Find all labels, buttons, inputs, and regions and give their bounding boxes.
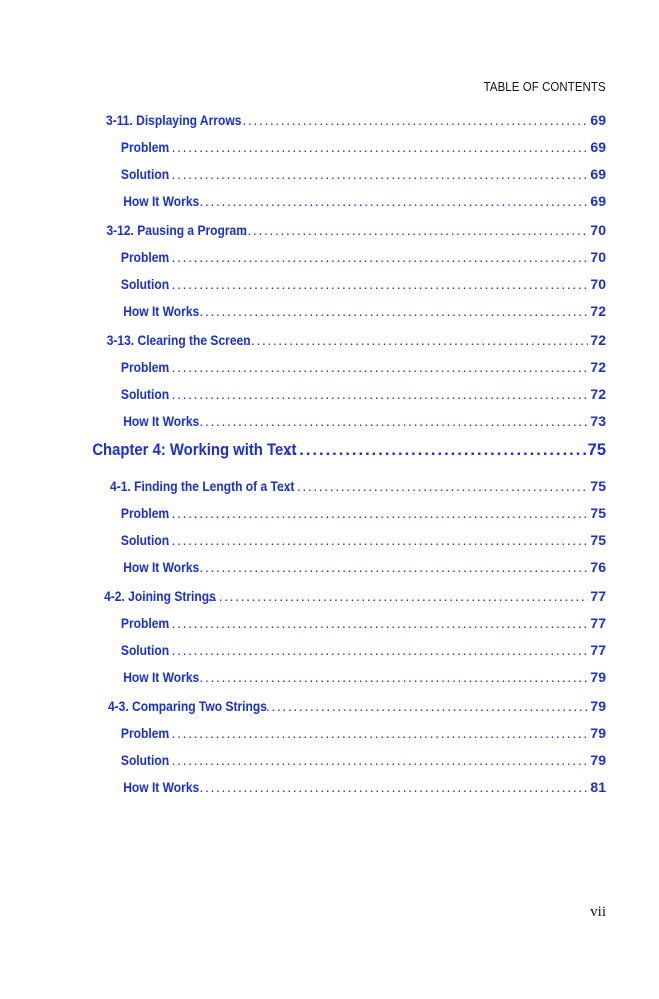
toc-entry-page: 79 bbox=[590, 698, 606, 714]
running-head: TABLE OF CONTENTS bbox=[483, 79, 606, 94]
toc-entry-title: Problem bbox=[120, 359, 170, 375]
toc-leader-dots bbox=[194, 413, 588, 429]
toc-subsection-entry[interactable] bbox=[117, 303, 606, 325]
toc-subsection-entry[interactable] bbox=[117, 139, 606, 161]
toc-leader-dots bbox=[237, 222, 589, 238]
toc-subsection-entry[interactable] bbox=[117, 725, 606, 747]
toc-entry-page: 75 bbox=[590, 505, 606, 521]
toc-entry-title: Solution bbox=[120, 752, 170, 768]
toc-subsection-entry[interactable] bbox=[117, 249, 606, 271]
toc-entry-page: 72 bbox=[590, 386, 606, 402]
toc-entry-title: How It Works bbox=[123, 303, 200, 319]
toc-subsection-entry[interactable] bbox=[117, 779, 606, 801]
toc-entry-title: 3-12. Pausing a Program bbox=[106, 222, 247, 238]
toc-section-entry[interactable] bbox=[95, 222, 606, 244]
toc-entry-page: 77 bbox=[590, 642, 606, 658]
toc-section-entry[interactable] bbox=[95, 698, 606, 720]
page-number: vii bbox=[590, 904, 606, 920]
toc-leader-dots bbox=[194, 779, 588, 795]
toc-entry-page: 79 bbox=[590, 752, 606, 768]
toc-entry-page: 76 bbox=[590, 559, 606, 575]
toc-subsection-entry[interactable] bbox=[117, 559, 606, 581]
toc-leader-dots bbox=[166, 249, 588, 265]
toc-entry-page: 77 bbox=[590, 588, 606, 604]
toc-entry-page: 77 bbox=[590, 615, 606, 631]
toc-chapter-entry[interactable] bbox=[81, 441, 606, 463]
toc-entry-title: How It Works bbox=[123, 413, 200, 429]
toc-entry-page: 75 bbox=[590, 532, 606, 548]
toc-entry-page: 70 bbox=[590, 276, 606, 292]
toc-entry-page: 75 bbox=[590, 478, 606, 494]
toc-leader-dots bbox=[166, 532, 588, 548]
toc-entry-title: Solution bbox=[120, 276, 170, 292]
toc-entry-page: 69 bbox=[590, 166, 606, 182]
toc-entry-page: 75 bbox=[587, 441, 606, 459]
toc-leader-dots bbox=[231, 112, 588, 128]
toc-entry-title: Chapter 4: Working with Text bbox=[92, 441, 297, 459]
toc-entry-title: 4-1. Finding the Length of a Text bbox=[110, 478, 295, 494]
toc-leader-dots bbox=[255, 698, 588, 714]
toc-entry-title: Problem bbox=[120, 505, 170, 521]
toc-entry-title: How It Works bbox=[123, 779, 200, 795]
toc-leader-dots bbox=[166, 642, 588, 658]
toc-leader-dots bbox=[166, 276, 588, 292]
toc-leader-dots bbox=[240, 332, 589, 348]
toc-leader-dots bbox=[166, 359, 588, 375]
toc-subsection-entry[interactable] bbox=[117, 642, 606, 664]
toc-leader-dots bbox=[194, 559, 588, 575]
toc-leader-dots bbox=[208, 588, 589, 604]
toc-entry-page: 70 bbox=[590, 249, 606, 265]
toc-leader-dots bbox=[194, 669, 588, 685]
toc-leader-dots bbox=[194, 303, 588, 319]
toc-leader-dots bbox=[166, 505, 588, 521]
toc-entry-title: 3-13. Clearing the Screen bbox=[106, 332, 251, 348]
toc-subsection-entry[interactable] bbox=[117, 359, 606, 381]
toc-leader-dots bbox=[194, 193, 588, 209]
toc-entry-page: 73 bbox=[590, 413, 606, 429]
toc-leader-dots bbox=[166, 725, 588, 741]
toc-section-entry[interactable] bbox=[95, 478, 606, 500]
toc-entry-page: 79 bbox=[590, 725, 606, 741]
toc-section-entry[interactable] bbox=[95, 588, 606, 610]
toc-entry-page: 81 bbox=[590, 779, 606, 795]
toc-entry-page: 72 bbox=[590, 303, 606, 319]
toc-subsection-entry[interactable] bbox=[117, 532, 606, 554]
toc-entry-title: Solution bbox=[120, 532, 170, 548]
toc-entry-title: Problem bbox=[120, 139, 170, 155]
toc-entry-title: How It Works bbox=[123, 193, 200, 209]
toc-subsection-entry[interactable] bbox=[117, 615, 606, 637]
toc-entry-page: 72 bbox=[590, 359, 606, 375]
toc-subsection-entry[interactable] bbox=[117, 276, 606, 298]
toc-leader-dots bbox=[166, 615, 588, 631]
toc-entry-title: Problem bbox=[120, 725, 170, 741]
toc-entry-title: How It Works bbox=[123, 559, 200, 575]
toc-leader-dots bbox=[166, 386, 588, 402]
toc-leader-dots bbox=[166, 752, 588, 768]
toc-entry-title: Solution bbox=[120, 642, 170, 658]
toc-section-entry[interactable] bbox=[95, 112, 606, 134]
toc-entry-title: Problem bbox=[120, 615, 170, 631]
toc-subsection-entry[interactable] bbox=[117, 413, 606, 435]
toc-entry-page: 69 bbox=[590, 193, 606, 209]
toc-leader-dots bbox=[286, 441, 586, 460]
toc-entry-title: 4-3. Comparing Two Strings bbox=[107, 698, 267, 714]
toc-subsection-entry[interactable] bbox=[117, 166, 606, 188]
toc-subsection-entry[interactable] bbox=[117, 386, 606, 408]
toc-entry-title: How It Works bbox=[123, 669, 200, 685]
toc-subsection-entry[interactable] bbox=[117, 193, 606, 215]
toc-entry-title: 3-11. Displaying Arrows bbox=[106, 112, 242, 128]
toc-entry-title: Problem bbox=[120, 249, 170, 265]
toc-leader-dots bbox=[166, 139, 588, 155]
toc-subsection-entry[interactable] bbox=[117, 505, 606, 527]
toc-subsection-entry[interactable] bbox=[117, 752, 606, 774]
toc-leader-dots bbox=[166, 166, 588, 182]
toc-entry-title: Solution bbox=[120, 166, 170, 182]
toc-leader-dots bbox=[280, 478, 588, 494]
toc-entry-page: 79 bbox=[590, 669, 606, 685]
toc-entry-title: Solution bbox=[120, 386, 170, 402]
toc-entry-page: 69 bbox=[590, 112, 606, 128]
toc-entry-page: 69 bbox=[590, 139, 606, 155]
toc-section-entry[interactable] bbox=[95, 332, 606, 354]
toc-entry-page: 72 bbox=[590, 332, 606, 348]
toc-entry-title: 4-2. Joining Strings bbox=[104, 588, 216, 604]
toc-entry-page: 70 bbox=[590, 222, 606, 238]
toc-subsection-entry[interactable] bbox=[117, 669, 606, 691]
